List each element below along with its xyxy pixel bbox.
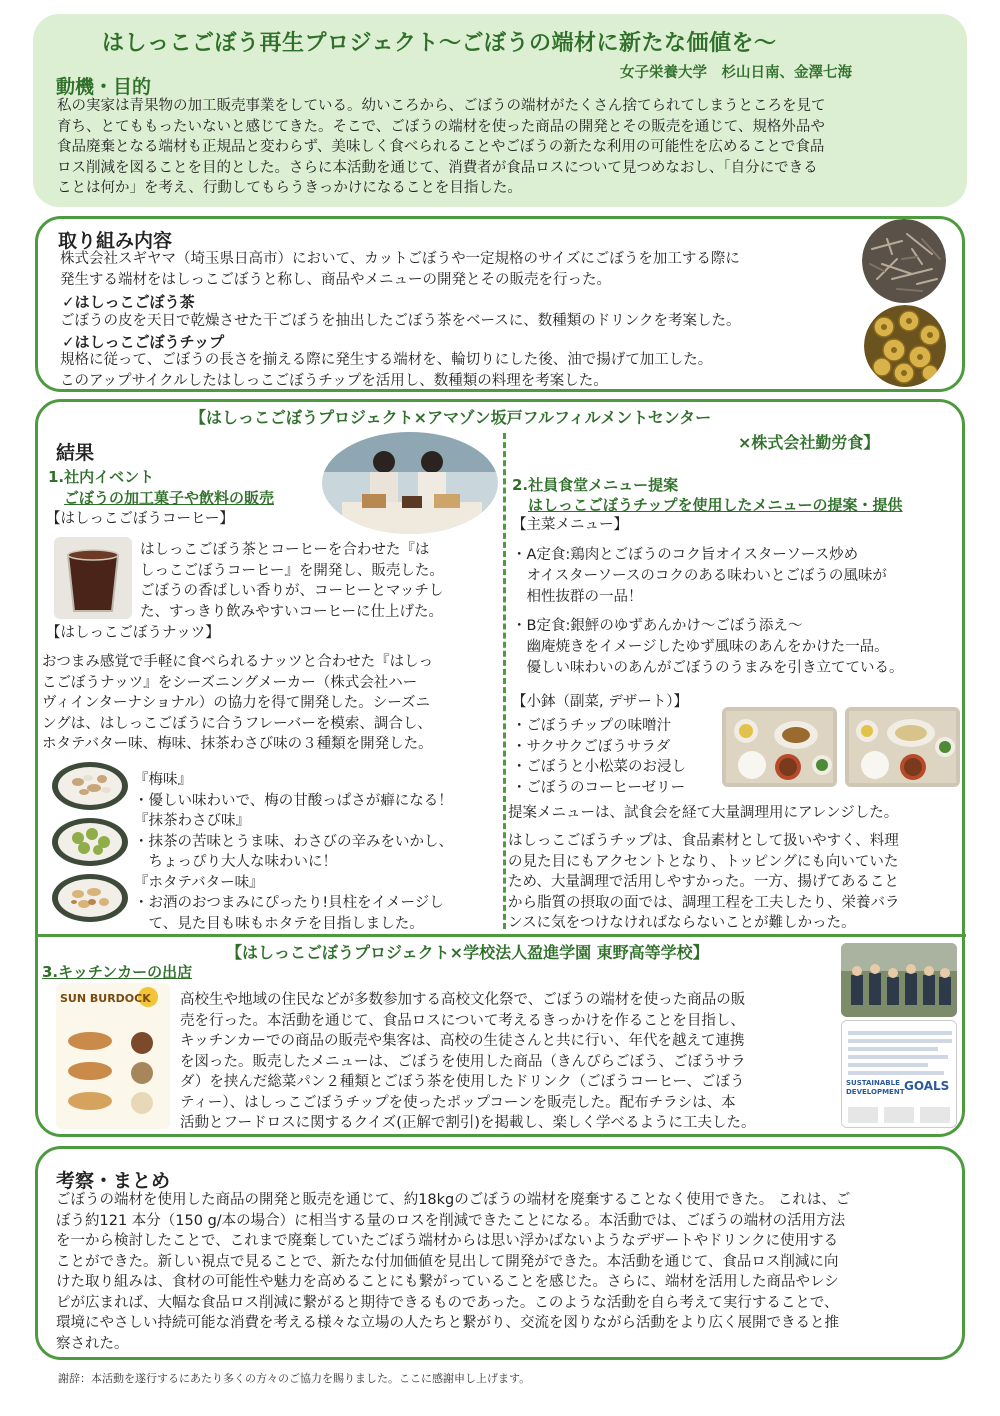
project-title-kinrosyoku: ×株式会社勤労食】 <box>738 433 880 452</box>
main-menu-text: ・A定食:鶏肉とごぼうのコク旨オイスターソース炒め オイスターソースのコクのある味わいとごぼうの風味が 相性抜群の一品！ ・B定食:銀鮃のゆずあんかけ～ごぼう添え～ 幽庵焼きをイメージしたゆず風味のあんをかけた一品。 優しい味わいのあんがごぼうのうまみを引き立てている。 <box>512 547 904 676</box>
sdgs-sustainable-text: SUSTAINABLE <box>846 1079 900 1087</box>
chips-heading: ✓はしっこごぼうチップ <box>62 333 225 351</box>
flavor-text: 『梅味』 ・優しい味わいで、梅の甘酸っぱさが癖になる！ 『抹茶わさび味』 ・抹茶の苦味とうま味、わさびの辛みをいかし、 ちょっぴり大人な味わいに！ 『ホタテバター味』 ・お酒のおつまみにぴったり!貝柱をイメージし て、見た目も味もホタテを目指しました。 <box>134 772 453 932</box>
results-heading: 結果 <box>56 442 95 464</box>
burdock-chips-photo <box>864 305 946 387</box>
conclusion-heading: 考察・まとめ <box>56 1170 171 1192</box>
menu-heading: 2.社員食堂メニュー提案 <box>512 476 679 494</box>
side-dish-list: ・ごぼうチップの味噌汁 ・サクサクごぼうサラダ ・ごぼうと小松菜のお浸し ・ごぼうのコーヒーゼリー <box>512 718 686 796</box>
authors: 女子栄養大学 杉山日南、金澤七海 <box>620 65 852 81</box>
set-meal-a-photo <box>722 707 837 787</box>
flyer-brand-name: SUN BURDOCK <box>60 992 151 1005</box>
kitchen-heading: 3.キッチンカーの出店 <box>42 963 193 981</box>
motive-heading: 動機・目的 <box>56 76 152 98</box>
conclusion-text: ごぼうの端材を使用した商品の開発と販売を通じて、約18kgのごぼうの端材を廃棄することなく使用できた。 これは、ご ぼう約121 本分（150 g/本の場合）に相当する量のロスを削減できたことになる。本活動では、ごぼうの端材の活用方法 を一から検討したことで、これまで廃棄していたごぼう端材からは思い浮かばないようなデザートやドリンクに使用する ことができた。新しい視点で見ることで、新たな付加価値を見出して開発ができた。本活動を通じて、食品ロス削減に向 けた取り組みは、食材の可能性や魅力を高めることにも繋がっていることを感じた。さらに、端材を活用した商品やレシ ピが広まれば、大幅な食品ロス削減に繋がると期待できるものであった。このような活動を自ら考えて実行することで、 環境にやさしい持続可能な消費を考える様々な立場の人たちと繋がり、交流を図りながら活動をより広く展開できると推 察された。 <box>56 1192 851 1352</box>
results-column-divider <box>503 433 506 929</box>
matcha-nuts-photo <box>50 816 130 868</box>
menu-subheading: はしっこごぼうチップを使用したメニューの提案・提供 <box>528 496 903 514</box>
sdgs-development-text: DEVELOPMENT <box>846 1088 905 1096</box>
page-title: はしっこごぼう再生プロジェクト～ごぼうの端材に新たな価値を～ <box>102 31 777 56</box>
nuts-label: 【はしっこごぼうナッツ】 <box>46 625 220 641</box>
nuts-text: おつまみ感覚で手軽に食べられるナッツと合わせた『はしっ こごぼうナッツ』をシーズニングメーカー（株式会社ハー ヴィインターナショナル）の協力を得て開発した。シーズニ ングは、はしっこごぼうに合うフレーバーを模索、調合し、 ホタテバター味、梅味、抹茶わさび味の３種類を開発した。 <box>42 654 434 752</box>
project-title-amazon: 【はしっこごぼうプロジェクト×アマゾン坂戸フルフィルメントセンター <box>190 408 712 427</box>
motive-text: 私の実家は青果物の加工販売事業をしている。幼いころから、ごぼうの端材がたくさん捨てられてしまうところを見て 育ち、とてももったいないと感じてきた。そこで、ごぼうの端材を使った商品の開発とその販売を通じて、規格外品や 食品廃棄となる端材も正規品と変わらず、美味しく食べられることやごぼうの新たな利用の可能性を広めることで食品 ロス削減を図ることを目的とした。さらに本活動を通じて、消費者が食品ロスについて見つめなおし、「自分にできる ことは何か」を考え、行動してもらうきっかけになることを目指した。 <box>57 98 826 196</box>
coffee-text: はしっこごぼう茶とコーヒーを合わせた『は しっこごぼうコーヒー』を開発し、販売した。 ごぼうの香ばしい香りが、コーヒーとマッチし た、すっきり飲みやすいコーヒーに仕上げた。 <box>140 542 444 620</box>
acknowledgement: 謝辞：本活動を遂行するにあたり多くの方々のご協力を賜りました。ここに感謝申し上げます。 <box>58 1372 531 1385</box>
kitchen-text: 高校生や地域の住民などが多数参加する高校文化祭で、ごぼうの端材を使った商品の販 売を行った。本活動を通じて、食品ロスについて考えるきっかけを作ることを目指し、 キッチンカーでの商品の販売や集客は、高校の生徒さんと共に行い、年代を越えて連携 を図った。販売したメニューは、ごぼうを使用した商品（きんぴらごぼう、ごぼうサラ ダ）を挟んだ総菜パン２種類とごぼう茶を使用したドリンク（ごぼうコーヒー、ごぼう ティー）、はしっこごぼうチップを使ったポップコーンを販売した。配布チラシは、本 活動とフードロスに関するクイズ(正解で割引)を掲載し、楽しく学べるように工夫した。 <box>180 992 756 1131</box>
coffee-photo <box>54 537 132 619</box>
main-menu-label: 【主菜メニュー】 <box>512 517 628 533</box>
tea-text: ごぼうの皮を天日で乾燥させた干ごぼうを抽出したごぼう茶をベースに、数種類のドリンクを考案した。 <box>60 313 741 329</box>
results-horizontal-divider <box>38 934 966 937</box>
chip-evaluation-text: はしっこごぼうチップは、食品素材として扱いやすく、料理 の見た目にもアクセントとなり、トッピングにも向いていた ため、大量調理で活用しやすかった。一方、揚げてあること から脂質の摂取の面では、調理工程を工夫したり、栄養バラ ンスに気をつけなければならないことが難しかった。 <box>508 833 900 931</box>
event-photo <box>322 432 498 534</box>
coffee-label: 【はしっこごぼうコーヒー】 <box>46 511 234 527</box>
event-subheading: ごぼうの加工菓子や飲料の販売 <box>64 489 275 507</box>
set-meal-b-photo <box>845 707 960 787</box>
project-title-school: 【はしっこごぼうプロジェクト×学校法人盈進学園 東野高等学校】 <box>226 943 709 962</box>
efforts-intro: 株式会社スギヤマ（埼玉県日高市）において、カットごぼうや一定規格のサイズにごぼうを加工する際に 発生する端材をはしっこごぼうと称し、商品やメニューの開発とその販売を行った。 <box>60 251 740 288</box>
proposal-text: 提案メニューは、試食会を経て大量調理用にアレンジした。 <box>508 805 899 821</box>
tea-heading: ✓はしっこごぼう茶 <box>62 293 195 311</box>
sdgs-goals-logo: GOALS <box>904 1079 950 1093</box>
dried-burdock-photo <box>862 219 946 303</box>
efforts-heading: 取り組み内容 <box>58 230 173 252</box>
school-event-photo <box>841 943 957 1017</box>
side-dish-label: 【小鉢（副菜, デザート）】 <box>512 694 688 710</box>
chips-text: 規格に従って、ごぼうの長さを揃える際に発生する端材を、輪切りにした後、油で揚げて加工した。 このアップサイクルしたはしっこごぼうチップを活用し、数種類の料理を考案した。 <box>60 352 713 389</box>
ume-nuts-photo <box>50 760 130 812</box>
hotate-nuts-photo <box>50 872 130 924</box>
sdgs-flyer-photo <box>841 1020 957 1128</box>
event-heading: 1.社内イベント <box>48 468 155 486</box>
